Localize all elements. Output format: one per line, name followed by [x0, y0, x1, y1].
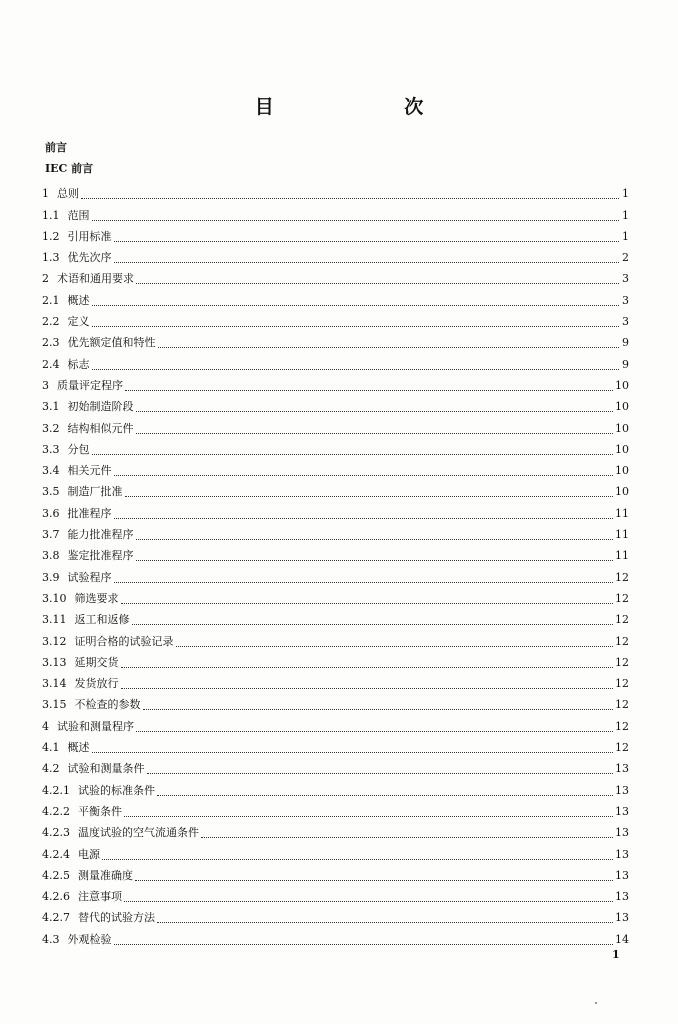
toc-entry [42, 585, 629, 606]
toc-entry [42, 223, 629, 244]
toc-leader-dots [114, 240, 620, 242]
toc-leader-dots [121, 687, 614, 689]
toc-entry [42, 755, 629, 776]
toc-entry-number: 4.2.3 [42, 826, 70, 840]
toc-entry-page: 13 [615, 847, 629, 861]
toc-leader-dots [121, 666, 614, 668]
toc-entry-page: 12 [615, 677, 629, 691]
toc-entry-page: 13 [615, 890, 629, 904]
toc-entry-page: 13 [615, 783, 629, 797]
toc-leader-dots [157, 921, 613, 923]
toc-entry-page: 10 [615, 442, 629, 456]
toc-entry-title: 试验程序 [67, 570, 112, 584]
toc-entry [42, 180, 629, 201]
toc-leader-dots [136, 282, 619, 284]
toc-entry [42, 776, 629, 797]
toc-entry-title: 注意事项 [78, 890, 122, 904]
toc-entry-number: 4.1 [42, 741, 60, 755]
toc-entry [42, 201, 629, 222]
toc-leader-dots [92, 453, 614, 455]
toc-entry-number: 2.4 [42, 357, 60, 371]
toc-entry-page: 11 [615, 549, 629, 563]
toc-entry-title: 温度试验的空气流通条件 [78, 826, 199, 840]
toc-leader-dots [201, 836, 613, 838]
toc-entry [42, 436, 629, 457]
toc-entry-page: 1 [622, 208, 629, 222]
toc-entry-title: 返工和返修 [74, 613, 130, 627]
toc-leader-dots [147, 772, 614, 774]
toc-entry-page: 12 [615, 613, 629, 627]
toc-leader-dots [92, 751, 614, 753]
toc-leader-dots [92, 368, 620, 370]
toc-leader-dots [132, 623, 614, 625]
toc-entry [42, 350, 629, 371]
toc-entry-page: 10 [615, 421, 629, 435]
toc-entry [42, 925, 629, 946]
page-number: 1 [612, 948, 620, 961]
toc-entry [42, 798, 629, 819]
toc-leader-dots [114, 474, 614, 476]
toc-entry-number: 4.2 [42, 762, 60, 776]
toc-leader-dots [136, 432, 614, 434]
toc-entry [42, 627, 629, 648]
toc-leader-dots [92, 325, 620, 327]
toc-entry [42, 712, 629, 733]
toc-entry [42, 265, 629, 286]
toc-entry-page: 3 [622, 315, 629, 329]
toc-leader-dots [92, 304, 620, 306]
toc-leader-dots [136, 559, 614, 561]
toc-entry-page: 3 [622, 293, 629, 307]
toc-entry-title: 定义 [67, 315, 90, 329]
toc-entry-page: 12 [615, 741, 629, 755]
toc-entry-title: 制造厂批准 [67, 485, 123, 499]
toc-leader-dots [125, 495, 614, 497]
toc-leader-dots [158, 346, 620, 348]
toc-entry-title: 鉴定批准程序 [67, 549, 134, 563]
toc-entry-page: 13 [615, 826, 629, 840]
toc-entry-page: 12 [615, 591, 629, 605]
toc-entry-number: 2.1 [42, 293, 60, 307]
toc-entry-number: 1.2 [42, 229, 60, 243]
toc-entry [42, 862, 629, 883]
toc-entry-number: 4.2.2 [42, 804, 70, 818]
toc-entry [42, 840, 629, 861]
toc-entry [42, 329, 629, 350]
toc-leader-dots [136, 730, 613, 732]
toc-entry-title: 初始制造阶段 [67, 400, 134, 414]
toc-entry-page: 10 [615, 485, 629, 499]
toc-entry-number: 2.2 [42, 315, 60, 329]
toc-entry-number: 4.2.4 [42, 847, 70, 861]
toc-entry-title: 平衡条件 [78, 804, 122, 818]
toc-leader-dots [125, 389, 613, 391]
toc-entry-title: 电源 [78, 847, 100, 861]
toc-entry-title: 能力批准程序 [67, 528, 134, 542]
toc-entry-title: 相关元件 [67, 464, 112, 478]
toc-leader-dots [157, 794, 613, 796]
toc-entry-number: 3.2 [42, 421, 60, 435]
toc-entry-page: 11 [615, 506, 629, 520]
toc-entry-page: 11 [615, 528, 629, 542]
toc-entry-number: 3.5 [42, 485, 60, 499]
toc-entry-title: 优先额定值和特性 [67, 336, 156, 350]
toc-entry-page: 13 [615, 762, 629, 776]
toc-leader-dots [114, 581, 614, 583]
toc-entry-page: 12 [615, 719, 629, 733]
toc-entry-number: 3.8 [42, 549, 60, 563]
toc-leader-dots [92, 219, 620, 221]
toc-entry-number: 3.9 [42, 570, 60, 584]
toc-entry-number: 4.2.1 [42, 783, 70, 797]
toc-entry-title: 范围 [67, 208, 90, 222]
front-matter-preface: 前言 [45, 141, 67, 154]
toc-entry [42, 457, 629, 478]
toc-entry-number: 4.3 [42, 932, 60, 946]
toc-entry-title: 批准程序 [67, 506, 112, 520]
scan-speck [595, 1002, 597, 1004]
toc-entry-page: 13 [615, 911, 629, 925]
toc-entry-title: 分包 [67, 442, 90, 456]
toc-entry-title: 替代的试验方法 [78, 911, 155, 925]
toc-entry-title: 证明合格的试验记录 [74, 634, 174, 648]
toc-leader-dots [135, 879, 613, 881]
toc-entry [42, 563, 629, 584]
toc-entry-number: 3.15 [42, 698, 67, 712]
toc-entry-page: 12 [615, 570, 629, 584]
toc-entry-title: 发货放行 [74, 677, 119, 691]
toc-entry [42, 883, 629, 904]
toc-entry-number: 3.6 [42, 506, 60, 520]
toc-entry-page: 13 [615, 804, 629, 818]
toc-entry [42, 372, 629, 393]
toc-leader-dots [114, 517, 614, 519]
toc-entry-number: 3.7 [42, 528, 60, 542]
toc-entry-number: 4.2.7 [42, 911, 70, 925]
toc-leader-dots [124, 900, 613, 902]
toc-leader-dots [114, 261, 620, 263]
toc-entry-number: 3.14 [42, 677, 67, 691]
toc-entry-page: 13 [615, 868, 629, 882]
toc-entry-number: 4.2.5 [42, 868, 70, 882]
toc-entry [42, 904, 629, 925]
toc-entry-title: 试验和测量程序 [57, 719, 134, 733]
toc-entry [42, 670, 629, 691]
toc-entry-number: 3.3 [42, 442, 60, 456]
toc-entry-title: 试验和测量条件 [67, 762, 145, 776]
toc-entry [42, 734, 629, 755]
toc-leader-dots [143, 708, 614, 710]
table-of-contents [42, 180, 629, 947]
toc-entry-number: 3.1 [42, 400, 60, 414]
toc-leader-dots [102, 858, 613, 860]
toc-entry-title: 术语和通用要求 [57, 272, 134, 286]
toc-entry [42, 244, 629, 265]
toc-entry-title: 标志 [67, 357, 90, 371]
toc-entry-page: 14 [615, 932, 629, 946]
toc-entry [42, 542, 629, 563]
toc-entry-title: 测量准确度 [78, 868, 133, 882]
toc-entry-page: 2 [622, 251, 629, 265]
toc-entry-title: 不检查的参数 [74, 698, 141, 712]
page-title: 目 次 [254, 96, 486, 118]
toc-leader-dots [114, 943, 614, 945]
front-matter-iec-preface: IEC 前言 [45, 162, 94, 175]
toc-entry [42, 393, 629, 414]
toc-entry-number: 3 [42, 378, 49, 392]
toc-entry-page: 3 [622, 272, 629, 286]
toc-entry-number: 3.12 [42, 634, 67, 648]
toc-entry [42, 819, 629, 840]
toc-leader-dots [176, 645, 614, 647]
toc-entry [42, 649, 629, 670]
toc-entry-page: 10 [615, 400, 629, 414]
toc-entry-page: 9 [622, 336, 629, 350]
toc-entry-number: 3.4 [42, 464, 60, 478]
toc-leader-dots [81, 197, 619, 199]
toc-entry-page: 12 [615, 655, 629, 669]
toc-entry-page: 10 [615, 464, 629, 478]
toc-entry [42, 606, 629, 627]
toc-entry-page: 10 [615, 378, 629, 392]
toc-entry-number: 1 [42, 187, 49, 201]
toc-leader-dots [121, 602, 614, 604]
toc-entry-title: 总则 [57, 187, 79, 201]
toc-entry [42, 286, 629, 307]
toc-entry-title: 概述 [67, 741, 90, 755]
toc-entry-number: 2.3 [42, 336, 60, 350]
toc-entry-number: 3.11 [42, 613, 67, 627]
toc-leader-dots [136, 538, 614, 540]
toc-entry [42, 478, 629, 499]
toc-entry-number: 1.1 [42, 208, 60, 222]
toc-entry-title: 外观检验 [67, 932, 112, 946]
toc-entry-page: 1 [622, 229, 629, 243]
toc-entry [42, 499, 629, 520]
toc-entry-title: 结构相似元件 [67, 421, 134, 435]
toc-entry-title: 筛选要求 [74, 591, 119, 605]
toc-leader-dots [124, 815, 613, 817]
toc-entry [42, 691, 629, 712]
toc-leader-dots [136, 410, 614, 412]
toc-entry-number: 3.13 [42, 655, 67, 669]
toc-entry-number: 4.2.6 [42, 890, 70, 904]
toc-entry-page: 12 [615, 698, 629, 712]
toc-entry-page: 1 [622, 187, 629, 201]
toc-entry-title: 试验的标准条件 [78, 783, 155, 797]
toc-entry-title: 概述 [67, 293, 90, 307]
toc-entry-number: 3.10 [42, 591, 67, 605]
toc-entry-title: 质量评定程序 [57, 378, 123, 392]
toc-entry-page: 9 [622, 357, 629, 371]
toc-entry [42, 414, 629, 435]
toc-entry-number: 4 [42, 719, 49, 733]
toc-entry-page: 12 [615, 634, 629, 648]
toc-entry-title: 优先次序 [67, 251, 112, 265]
toc-entry-title: 引用标准 [67, 229, 112, 243]
toc-entry-title: 延期交货 [74, 655, 119, 669]
toc-entry-number: 2 [42, 272, 49, 286]
toc-entry [42, 521, 629, 542]
toc-entry-number: 1.3 [42, 251, 60, 265]
toc-entry [42, 308, 629, 329]
